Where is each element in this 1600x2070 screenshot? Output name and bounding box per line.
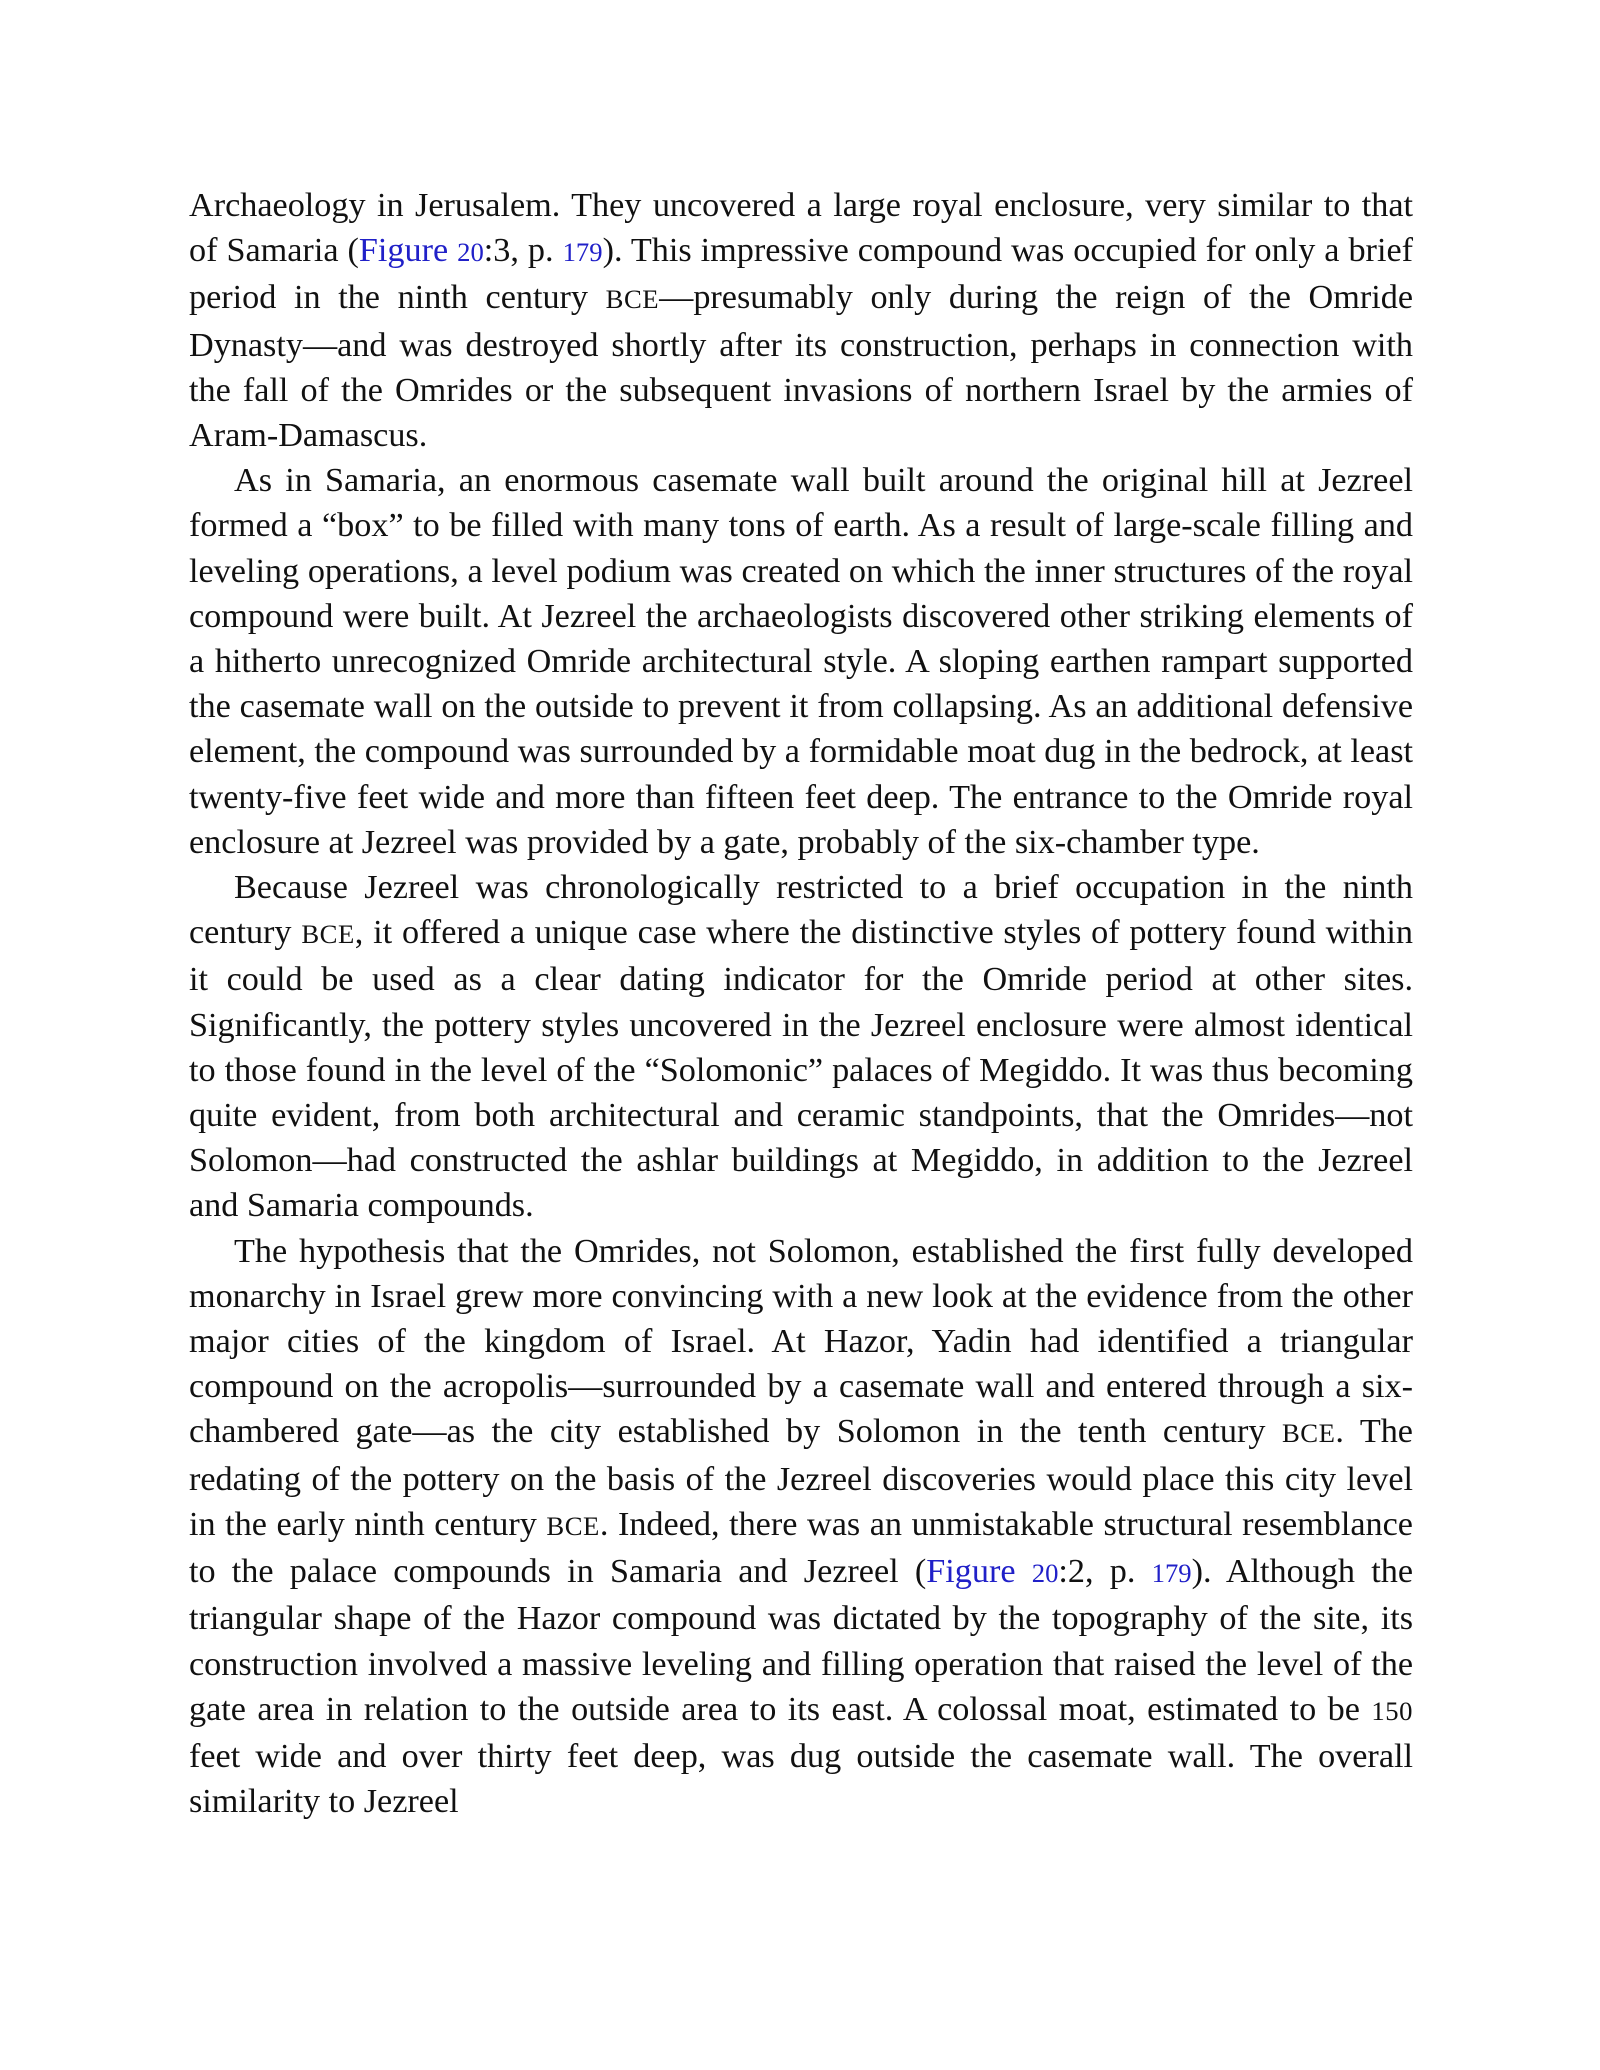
era-abbreviation: BCE — [301, 919, 355, 950]
text-run: , it offered a unique case where the distinctive styles of pottery found within it could be used as a clear dating indicator for the Omride period at other sites. Significantly, the pottery styles uncovered in the Jezreel enclosure were almost identical to those found in the level of the “Solomonic” palaces of Megiddo. It was thus becoming quite evident, from both architectural and ceramic standpoints, that the Omrides—not Solomon—had constructed the ashlar buildings at Megiddo, in addition to the Jezreel and Samaria compounds. — [189, 914, 1413, 1225]
text-run: ). Although the triangular shape of the Hazor compound was dictated by the topography of the site, its construction involved a massive leveling and filling operation that raised the level of the gate area in relation to the outside area to its east. A colossal moat, estimated to be — [189, 1553, 1414, 1728]
page-link-number: 179 — [562, 237, 603, 268]
text-run: :3, p. — [483, 232, 563, 270]
text-run: —presumably only during the reign of the Omride Dynasty—and was destroyed shortly after its construction, perhaps in connection with the fall of the Omrides or the subsequent invasions of northern Israel by the armies of Aram-Damascus. — [189, 279, 1413, 455]
page-link-number: 179 — [1151, 1558, 1192, 1589]
page-body — [189, 183, 1413, 1824]
text-run: :2, p. — [1058, 1553, 1152, 1591]
figure-link-word: Figure — [926, 1553, 1016, 1591]
figure-link-number: 20 — [1031, 1558, 1059, 1589]
text-run: Because Jezreel was chronologically restricted to a brief occupation in the ninth century — [189, 869, 1413, 952]
figure-link-word: Figure — [358, 232, 449, 270]
paragraph-1 — [189, 183, 1413, 458]
text-run: . Indeed, there was an unmistakable structural resemblance to the palace compounds in Samaria and Jezreel ( — [189, 1505, 1413, 1591]
era-abbreviation: BCE — [546, 1510, 600, 1541]
text-run: ). This impressive compound was occupied for only a brief period in the ninth century — [189, 232, 1413, 317]
figure-link[interactable] — [926, 1553, 1058, 1590]
number-oldstyle: 150 — [1371, 1695, 1413, 1726]
figure-link-number: 20 — [457, 237, 484, 268]
paragraph-3 — [189, 865, 1413, 1229]
era-abbreviation: BCE — [605, 284, 660, 315]
page-link[interactable] — [1152, 1553, 1192, 1590]
era-abbreviation: BCE — [1281, 1418, 1336, 1449]
page-link[interactable] — [563, 232, 603, 269]
text-run: . The redating of the pottery on the basis of the Jezreel discoveries would place this city level in the early ninth century — [189, 1413, 1413, 1543]
text-run: Archaeology in Jerusalem. They uncovered a large royal enclosure, very similar to that of Samaria ( — [189, 187, 1413, 270]
text-run: The hypothesis that the Omrides, not Solomon, established the first fully developed monarchy in Israel grew more convincing with a new look at the evidence from the other major cities of the kingdom of Israel. At Hazor, Yadin had identified a triangular compound on the acropolis—surrounded by a casemate wall and entered through a six-chambered gate—as the city established by Solomon in the tenth century — [189, 1232, 1413, 1451]
paragraph-4 — [189, 1229, 1413, 1825]
paragraph-2: As in Samaria, an enormous casemate wall built around the original hill at Jezreel formed a “box” to be filled with many tons of earth. As a result of large-scale filling and leveling operations, a level podium was created on which the inner structures of the royal compound were built. At Jezreel the archaeologists discovered other striking elements of a hitherto unrecognized Omride architectural style. A sloping earthen rampart supported the casemate wall on the outside to prevent it from collapsing. As an additional defensive element, the compound was surrounded by a formidable moat dug in the bedrock, at least twenty-five feet wide and more than fifteen feet deep. The entrance to the Omride royal enclosure at Jezreel was provided by a gate, probably of the six-chamber type. — [189, 462, 1413, 861]
text-run: feet wide and over thirty feet deep, was dug outside the casemate wall. The overall similarity to Jezreel — [189, 1737, 1413, 1821]
figure-link[interactable] — [359, 232, 484, 269]
